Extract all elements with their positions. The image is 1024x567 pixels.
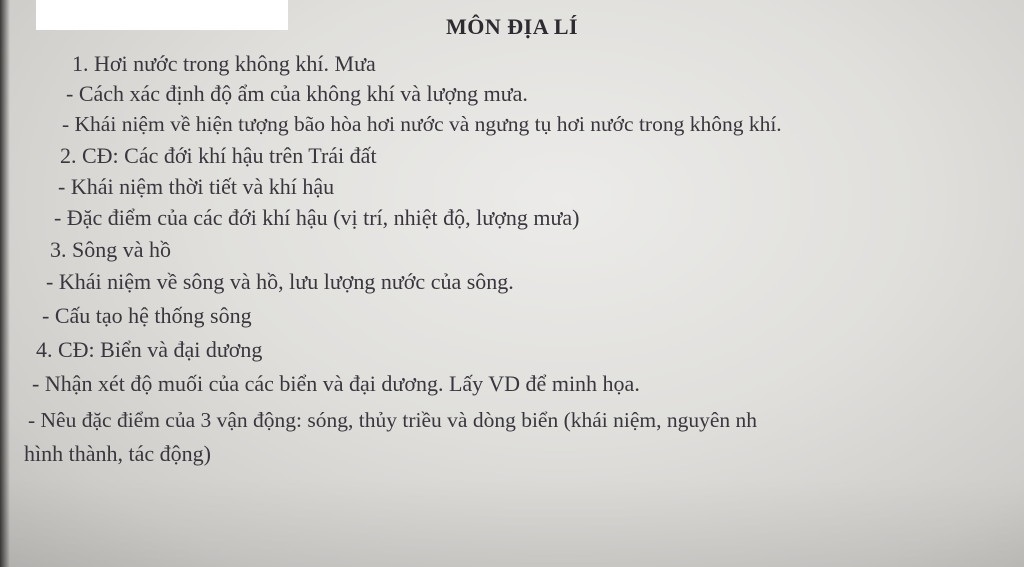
section-1-item-1: - Cách xác định độ ẩm của không khí và lượng mưa. <box>66 81 528 106</box>
section-2-item-1: - Khái niệm thời tiết và khí hậu <box>58 174 335 199</box>
section-3-item-1: - Khái niệm về sông và hồ, lưu lượng nước của sông. <box>46 269 514 294</box>
section-1-item-2: - Khái niệm về hiện tượng bão hòa hơi nước và ngưng tụ hơi nước trong không khí. <box>62 112 782 136</box>
section-3-item-2: - Cấu tạo hệ thống sông <box>42 303 252 328</box>
section-3-heading: 3. Sông và hồ <box>50 237 171 262</box>
section-2-heading: 2. CĐ: Các đới khí hậu trên Trái đất <box>60 143 377 168</box>
section-4-item-2: - Nêu đặc điểm của 3 vận động: sóng, thủy triều và dòng biển (khái niệm, nguyên nh <box>28 408 758 432</box>
document-title: MÔN ĐỊA LÍ <box>446 14 579 39</box>
section-4-item-1: - Nhận xét độ muối của các biển và đại dương. Lấy VD để minh họa. <box>32 371 640 396</box>
redaction-box <box>36 0 288 30</box>
section-4-item-2-continued: hình thành, tác động) <box>24 441 211 466</box>
section-2-item-2: - Đặc điểm của các đới khí hậu (vị trí, nhiệt độ, lượng mưa) <box>54 205 580 230</box>
section-1-heading: 1. Hơi nước trong không khí. Mưa <box>72 51 376 76</box>
section-4-heading: 4. CĐ: Biển và đại dương <box>36 337 263 362</box>
paper-shadow <box>0 477 1024 567</box>
